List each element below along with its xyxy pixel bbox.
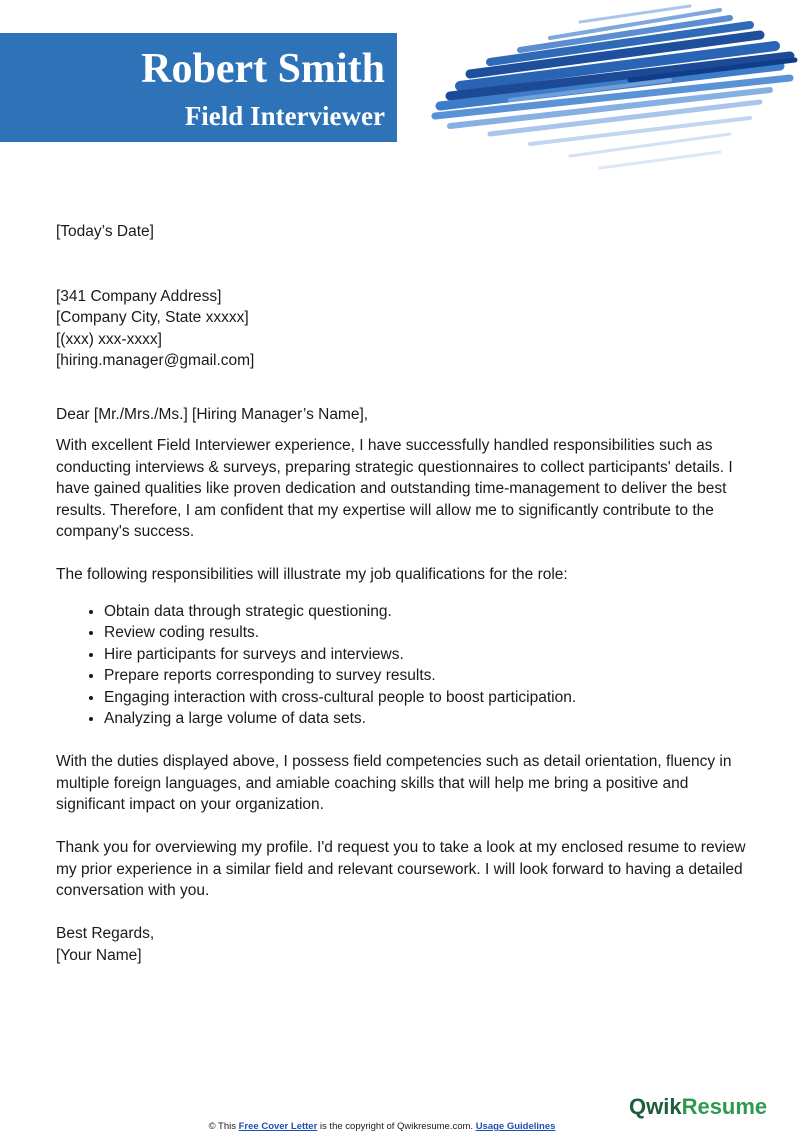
salutation: Dear [Mr./Mrs./Ms.] [Hiring Manager’s Name], bbox=[56, 405, 369, 423]
paragraph-closing: Thank you for overviewing my profile. I'd request you to take a look at my enclosed resume to review my prior experience in a similar field and relevant coursework. I will look forward to having a detailed conversation with you. bbox=[56, 839, 746, 899]
list-item: • Hire participants for surveys and interviews. bbox=[104, 644, 746, 666]
copyright-notice bbox=[0, 1121, 764, 1133]
copyright-middle: is the copyright of Qwikresume.com. bbox=[317, 1121, 476, 1132]
blue-diagonal-streaks-graphic bbox=[430, 0, 800, 185]
candidate-name: Robert Smith bbox=[141, 46, 385, 92]
address-line: [hiring.manager@gmail.com] bbox=[56, 352, 255, 369]
signature: [Your Name] bbox=[56, 946, 142, 964]
job-title: Field Interviewer bbox=[184, 101, 385, 131]
list-item: • Review coding results. bbox=[104, 622, 746, 644]
address-line: [Company City, State xxxxx] bbox=[56, 309, 249, 326]
list-item: • Obtain data through strategic questioning. bbox=[104, 601, 746, 623]
usage-guidelines-link[interactable]: Usage Guidelines bbox=[475, 1121, 556, 1132]
address-line: [341 Company Address] bbox=[56, 287, 222, 305]
list-item: • Analyzing a large volume of data sets. bbox=[104, 708, 746, 730]
logo-part-resume: Resume bbox=[681, 1094, 768, 1119]
qwikresume-logo[interactable] bbox=[629, 1093, 767, 1121]
header-band bbox=[0, 33, 397, 142]
letter-body bbox=[56, 221, 746, 966]
recipient-address bbox=[56, 286, 746, 372]
paragraph-intro: With excellent Field Interviewer experience, I have successfully handled responsibilities such as conducting interviews & surveys, preparing strategic questionnaires to collect participants' details. I have gained qualities like proven dedication and outstanding time-management to deliver the best results. Therefore, I am confident that my expertise will allow me to significantly contribute to the company's success. bbox=[56, 437, 733, 540]
paragraph-competencies: With the duties displayed above, I possess field competencies such as detail orientation, fluency in multiple foreign languages, and amiable coaching skills that will help me bring a positive and significant impact on your organization. bbox=[56, 753, 732, 813]
list-item: • Engaging interaction with cross-cultural people to boost participation. bbox=[104, 687, 746, 709]
responsibilities-list bbox=[56, 601, 746, 730]
copyright-prefix: © This bbox=[208, 1121, 239, 1132]
responsibilities-intro: The following responsibilities will illustrate my job qualifications for the role: bbox=[56, 566, 568, 583]
free-cover-letter-link[interactable]: Free Cover Letter bbox=[238, 1121, 318, 1132]
logo-part-qwik: Qwik bbox=[629, 1094, 682, 1119]
closing-phrase: Best Regards, bbox=[56, 925, 155, 942]
letter-date: [Today’s Date] bbox=[56, 223, 154, 240]
list-item: • Prepare reports corresponding to survey results. bbox=[104, 665, 746, 687]
address-line: [(xxx) xxx-xxxx] bbox=[56, 330, 162, 348]
